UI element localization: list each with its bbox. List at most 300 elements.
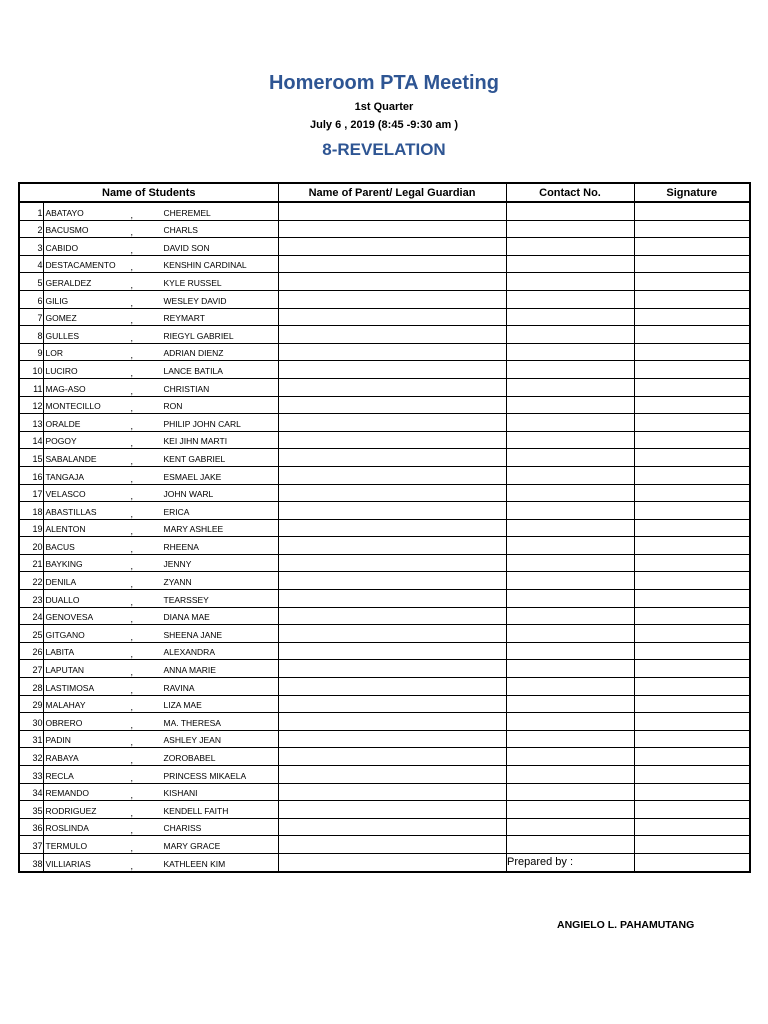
student-name-cell — [43, 853, 278, 871]
contact-no-cell[interactable] — [506, 414, 634, 432]
contact-no-cell[interactable] — [506, 519, 634, 537]
signature-cell[interactable] — [634, 326, 750, 344]
contact-no-cell[interactable] — [506, 818, 634, 836]
student-first-name: REYMART — [163, 313, 205, 324]
student-last-name: VILLIARIAS — [45, 858, 91, 869]
row-number: 13 — [19, 414, 43, 432]
name-separator: , — [130, 420, 134, 431]
name-separator: , — [130, 825, 134, 836]
table-row — [19, 343, 750, 361]
signature-cell[interactable] — [634, 801, 750, 819]
contact-no-cell[interactable] — [506, 642, 634, 660]
document-title: Homeroom PTA Meeting — [268, 72, 499, 94]
contact-no-cell[interactable] — [506, 431, 634, 449]
name-separator: , — [130, 790, 134, 801]
contact-no-cell[interactable] — [506, 273, 634, 291]
name-separator: , — [130, 508, 134, 519]
signature-cell[interactable] — [634, 625, 750, 643]
student-name-cell — [43, 642, 278, 660]
parent-name-cell[interactable] — [278, 642, 506, 660]
student-last-name: MAG-ASO — [45, 383, 86, 394]
signature-cell[interactable] — [634, 343, 750, 361]
parent-name-cell[interactable] — [278, 326, 506, 344]
student-first-name: ANNA MARIE — [163, 665, 216, 676]
row-number: 5 — [19, 273, 43, 291]
signature-cell[interactable] — [634, 361, 750, 379]
student-first-name: KENDELL FAITH — [163, 805, 229, 816]
contact-no-cell[interactable] — [506, 449, 634, 467]
signature-cell[interactable] — [634, 484, 750, 502]
contact-no-cell[interactable] — [506, 502, 634, 520]
name-separator: , — [130, 631, 134, 642]
student-last-name: ALENTON — [45, 524, 86, 535]
student-last-name: PADIN — [45, 735, 71, 746]
signature-cell[interactable] — [634, 695, 750, 713]
student-name-cell — [43, 361, 278, 379]
parent-name-cell[interactable] — [278, 678, 506, 696]
row-number: 11 — [19, 378, 43, 396]
student-name-cell — [43, 220, 278, 238]
student-name-cell — [43, 766, 278, 784]
name-separator: , — [130, 860, 134, 871]
header-student-name: Name of Students — [19, 183, 278, 202]
student-last-name: VELASCO — [45, 489, 86, 500]
signature-cell[interactable] — [634, 748, 750, 766]
student-last-name: ABATAYO — [45, 207, 84, 218]
table-row — [19, 519, 750, 537]
row-number: 2 — [19, 220, 43, 238]
student-name-cell — [43, 449, 278, 467]
signature-cell[interactable] — [634, 713, 750, 731]
row-number: 20 — [19, 537, 43, 555]
student-first-name: LANCE BATILA — [163, 365, 223, 376]
contact-no-cell[interactable] — [506, 202, 634, 220]
row-number: 29 — [19, 695, 43, 713]
row-number: 1 — [19, 202, 43, 220]
parent-name-cell[interactable] — [278, 836, 506, 854]
parent-name-cell[interactable] — [278, 607, 506, 625]
name-separator: , — [130, 315, 134, 326]
row-number: 16 — [19, 466, 43, 484]
section-name: 8-REVELATION — [322, 140, 446, 159]
contact-no-cell[interactable] — [506, 396, 634, 414]
table-row — [19, 572, 750, 590]
contact-no-cell[interactable] — [506, 660, 634, 678]
row-number: 14 — [19, 431, 43, 449]
table-row — [19, 766, 750, 784]
row-number: 34 — [19, 783, 43, 801]
student-last-name: DENILA — [45, 577, 77, 588]
contact-no-cell[interactable] — [506, 801, 634, 819]
student-first-name: ALEXANDRA — [163, 647, 215, 658]
signature-cell[interactable] — [634, 678, 750, 696]
table-row — [19, 202, 750, 220]
parent-name-cell[interactable] — [278, 519, 506, 537]
row-number: 19 — [19, 519, 43, 537]
student-first-name: DIANA MAE — [163, 612, 210, 623]
table-row — [19, 378, 750, 396]
signature-cell[interactable] — [634, 273, 750, 291]
parent-name-cell[interactable] — [278, 748, 506, 766]
parent-name-cell[interactable] — [278, 484, 506, 502]
signature-cell[interactable] — [634, 730, 750, 748]
student-name-cell — [43, 484, 278, 502]
signature-cell[interactable] — [634, 308, 750, 326]
name-separator: , — [130, 491, 134, 502]
student-last-name: DESTACAMENTO — [45, 260, 116, 271]
signature-cell[interactable] — [634, 220, 750, 238]
signature-cell[interactable] — [634, 378, 750, 396]
parent-name-cell[interactable] — [278, 801, 506, 819]
signature-cell[interactable] — [634, 590, 750, 608]
student-first-name: ASHLEY JEAN — [163, 735, 221, 746]
parent-name-cell[interactable] — [278, 431, 506, 449]
student-last-name: OBRERO — [45, 717, 83, 728]
student-last-name: GITGANO — [45, 629, 85, 640]
student-name-cell — [43, 431, 278, 449]
parent-name-cell[interactable] — [278, 449, 506, 467]
row-number: 25 — [19, 625, 43, 643]
row-number: 26 — [19, 642, 43, 660]
student-last-name: LAPUTAN — [45, 665, 85, 676]
contact-no-cell[interactable] — [506, 255, 634, 273]
parent-name-cell[interactable] — [278, 466, 506, 484]
table-row — [19, 836, 750, 854]
student-first-name: ZYANN — [163, 577, 192, 588]
name-separator: , — [130, 262, 134, 273]
signature-cell[interactable] — [634, 466, 750, 484]
student-first-name: RAVINA — [163, 682, 195, 693]
student-name-cell — [43, 502, 278, 520]
row-number: 38 — [19, 853, 43, 871]
student-last-name: MALAHAY — [45, 700, 86, 711]
student-first-name: MA. THERESA — [163, 717, 221, 728]
student-first-name: CHEREMEL — [163, 207, 211, 218]
table-row — [19, 396, 750, 414]
preparer-name: ANGIELO L. PAHAMUTANG — [557, 919, 695, 931]
parent-name-cell[interactable] — [278, 554, 506, 572]
name-separator: , — [130, 297, 134, 308]
row-number: 37 — [19, 836, 43, 854]
student-first-name: ZOROBABEL — [163, 753, 216, 763]
parent-name-cell[interactable] — [278, 625, 506, 643]
contact-no-cell[interactable] — [506, 308, 634, 326]
contact-no-cell[interactable] — [506, 783, 634, 801]
name-separator: , — [130, 596, 134, 607]
contact-no-cell[interactable] — [506, 484, 634, 502]
parent-name-cell[interactable] — [278, 361, 506, 379]
student-name-cell — [43, 695, 278, 713]
student-first-name: MARY ASHLEE — [163, 524, 224, 535]
table-row — [19, 607, 750, 625]
table-row — [19, 695, 750, 713]
parent-name-cell[interactable] — [278, 378, 506, 396]
contact-no-cell[interactable] — [506, 748, 634, 766]
student-name-cell — [43, 537, 278, 555]
table-row — [19, 660, 750, 678]
student-last-name: SABALANDE — [45, 453, 97, 464]
student-last-name: REMANDO — [45, 788, 89, 799]
name-separator: , — [130, 403, 134, 414]
signature-cell[interactable] — [634, 554, 750, 572]
parent-name-cell[interactable] — [278, 730, 506, 748]
student-first-name: WESLEY DAVID — [163, 295, 227, 306]
signature-cell[interactable] — [634, 202, 750, 220]
quarter-label: 1st Quarter — [354, 101, 414, 113]
signature-cell[interactable] — [634, 290, 750, 308]
contact-no-cell[interactable] — [506, 836, 634, 854]
student-first-name: TEARSSEY — [163, 594, 209, 605]
student-first-name: JENNY — [163, 559, 192, 570]
name-separator: , — [130, 807, 134, 818]
student-last-name: BAYKING — [45, 559, 83, 570]
parent-name-cell[interactable] — [278, 537, 506, 555]
student-last-name: LABITA — [45, 647, 75, 658]
student-first-name: CHRISTIAN — [163, 383, 210, 394]
meeting-date: July 6 , 2019 (8:45 -9:30 am ) — [310, 119, 458, 131]
student-first-name: SHEENA JANE — [163, 629, 223, 640]
student-first-name: KYLE RUSSEL — [163, 277, 222, 288]
table-row — [19, 255, 750, 273]
student-last-name: RODRIGUEZ — [45, 805, 97, 816]
table-row — [19, 713, 750, 731]
parent-name-cell[interactable] — [278, 853, 506, 871]
parent-name-cell[interactable] — [278, 713, 506, 731]
parent-name-cell[interactable] — [278, 695, 506, 713]
row-number: 10 — [19, 361, 43, 379]
row-number: 8 — [19, 326, 43, 344]
attendance-table — [18, 182, 751, 873]
student-last-name: BACUSMO — [45, 225, 89, 236]
contact-no-cell[interactable] — [506, 678, 634, 696]
contact-no-cell[interactable] — [506, 625, 634, 643]
student-last-name: GERALDEZ — [45, 277, 92, 288]
row-number: 22 — [19, 572, 43, 590]
row-number: 7 — [19, 308, 43, 326]
student-last-name: ABASTILLAS — [45, 506, 97, 517]
row-number: 17 — [19, 484, 43, 502]
row-number: 27 — [19, 660, 43, 678]
signature-cell[interactable] — [634, 818, 750, 836]
table-row — [19, 466, 750, 484]
contact-no-cell[interactable] — [506, 730, 634, 748]
student-last-name: MONTECILLO — [45, 401, 101, 412]
student-name-cell — [43, 466, 278, 484]
prepared-by-label: Prepared by : — [507, 856, 574, 868]
signature-cell[interactable] — [634, 660, 750, 678]
parent-name-cell[interactable] — [278, 238, 506, 256]
table-row — [19, 537, 750, 555]
contact-no-cell[interactable] — [506, 695, 634, 713]
row-number: 35 — [19, 801, 43, 819]
name-separator: , — [130, 279, 134, 290]
name-separator: , — [130, 350, 134, 361]
name-separator: , — [130, 526, 134, 537]
signature-cell[interactable] — [634, 519, 750, 537]
student-first-name: KATHLEEN KIM — [163, 858, 226, 869]
student-name-cell — [43, 396, 278, 414]
student-name-cell — [43, 730, 278, 748]
name-separator: , — [130, 737, 134, 748]
name-separator: , — [130, 332, 134, 343]
parent-name-cell[interactable] — [278, 502, 506, 520]
table-row — [19, 642, 750, 660]
signature-cell[interactable] — [634, 766, 750, 784]
student-last-name: LOR — [45, 348, 63, 359]
signature-cell[interactable] — [634, 414, 750, 432]
contact-no-cell[interactable] — [506, 466, 634, 484]
student-name-cell — [43, 519, 278, 537]
parent-name-cell[interactable] — [278, 590, 506, 608]
contact-no-cell[interactable] — [506, 290, 634, 308]
student-first-name: KENT GABRIEL — [163, 453, 226, 464]
student-last-name: GENOVESA — [45, 612, 94, 623]
signature-cell[interactable] — [634, 572, 750, 590]
parent-name-cell[interactable] — [278, 783, 506, 801]
table-row — [19, 290, 750, 308]
signature-cell[interactable] — [634, 396, 750, 414]
name-separator: , — [130, 702, 134, 713]
student-last-name: ORALDE — [45, 418, 81, 429]
name-separator: , — [130, 755, 134, 765]
student-name-cell — [43, 238, 278, 256]
table-row — [19, 326, 750, 344]
name-separator: , — [130, 561, 134, 572]
contact-no-cell[interactable] — [506, 590, 634, 608]
signature-cell[interactable] — [634, 607, 750, 625]
contact-no-cell[interactable] — [506, 766, 634, 784]
parent-name-cell[interactable] — [278, 414, 506, 432]
contact-no-cell[interactable] — [506, 378, 634, 396]
contact-no-cell[interactable] — [506, 238, 634, 256]
student-name-cell — [43, 255, 278, 273]
contact-no-cell[interactable] — [506, 361, 634, 379]
header-signature: Signature — [634, 183, 750, 202]
row-number: 31 — [19, 730, 43, 748]
signature-cell[interactable] — [634, 238, 750, 256]
row-number: 28 — [19, 678, 43, 696]
table-row — [19, 502, 750, 520]
student-last-name: RECLA — [45, 770, 74, 781]
signature-cell[interactable] — [634, 502, 750, 520]
row-number: 15 — [19, 449, 43, 467]
signature-cell[interactable] — [634, 449, 750, 467]
header-contact-no: Contact No. — [506, 183, 634, 202]
contact-no-cell[interactable] — [506, 326, 634, 344]
signature-cell[interactable] — [634, 537, 750, 555]
parent-name-cell[interactable] — [278, 202, 506, 220]
name-separator: , — [130, 227, 134, 238]
student-first-name: ERICA — [163, 506, 190, 517]
contact-no-cell[interactable] — [506, 220, 634, 238]
student-last-name: POGOY — [45, 436, 77, 447]
row-number: 4 — [19, 255, 43, 273]
signature-cell[interactable] — [634, 853, 750, 871]
table-row — [19, 449, 750, 467]
parent-name-cell[interactable] — [278, 818, 506, 836]
name-separator: , — [130, 209, 134, 220]
table-row — [19, 414, 750, 432]
parent-name-cell[interactable] — [278, 343, 506, 361]
table-row — [19, 220, 750, 238]
signature-cell[interactable] — [634, 642, 750, 660]
parent-name-cell[interactable] — [278, 572, 506, 590]
student-last-name: GULLES — [45, 330, 80, 341]
name-separator: , — [130, 842, 134, 853]
table-row — [19, 484, 750, 502]
student-name-cell — [43, 590, 278, 608]
student-first-name: CHARISS — [163, 823, 202, 834]
parent-name-cell[interactable] — [278, 290, 506, 308]
parent-name-cell[interactable] — [278, 396, 506, 414]
student-last-name: BACUS — [45, 541, 75, 552]
row-number: 9 — [19, 343, 43, 361]
row-number: 36 — [19, 818, 43, 836]
student-name-cell — [43, 308, 278, 326]
name-separator: , — [130, 473, 134, 484]
row-number: 24 — [19, 607, 43, 625]
parent-name-cell[interactable] — [278, 660, 506, 678]
name-separator: , — [130, 543, 134, 554]
parent-name-cell[interactable] — [278, 220, 506, 238]
student-name-cell — [43, 202, 278, 220]
student-first-name: CHARLS — [163, 225, 198, 236]
student-first-name: ADRIAN DIENZ — [163, 348, 224, 359]
parent-name-cell[interactable] — [278, 255, 506, 273]
student-first-name: LIZA MAE — [163, 700, 202, 711]
student-last-name: DUALLO — [45, 594, 80, 605]
name-separator: , — [130, 614, 134, 625]
table-row — [19, 361, 750, 379]
student-name-cell — [43, 554, 278, 572]
student-first-name: ESMAEL JAKE — [163, 471, 222, 482]
student-last-name: TANGAJA — [45, 471, 85, 482]
contact-no-cell[interactable] — [506, 572, 634, 590]
table-row — [19, 590, 750, 608]
parent-name-cell[interactable] — [278, 766, 506, 784]
student-last-name: RABAYA — [45, 753, 79, 763]
student-name-cell — [43, 801, 278, 819]
student-first-name: KISHANI — [163, 788, 198, 799]
student-last-name: GOMEZ — [45, 313, 77, 324]
contact-no-cell[interactable] — [506, 554, 634, 572]
table-row — [19, 678, 750, 696]
student-first-name: MARY GRACE — [163, 840, 221, 851]
row-number: 18 — [19, 502, 43, 520]
student-last-name: LASTIMOSA — [45, 682, 95, 693]
student-first-name: RIEGYL GABRIEL — [163, 330, 234, 341]
name-separator: , — [130, 455, 134, 466]
contact-no-cell[interactable] — [506, 713, 634, 731]
name-separator: , — [130, 244, 134, 255]
student-name-cell — [43, 326, 278, 344]
contact-no-cell[interactable] — [506, 537, 634, 555]
table-body — [19, 202, 750, 872]
signature-cell[interactable] — [634, 431, 750, 449]
table-row — [19, 801, 750, 819]
student-last-name: LUCIRO — [45, 365, 78, 376]
contact-no-cell[interactable] — [506, 607, 634, 625]
contact-no-cell[interactable] — [506, 343, 634, 361]
parent-name-cell[interactable] — [278, 273, 506, 291]
student-name-cell — [43, 625, 278, 643]
student-name-cell — [43, 660, 278, 678]
student-name-cell — [43, 290, 278, 308]
signature-cell[interactable] — [634, 836, 750, 854]
parent-name-cell[interactable] — [278, 308, 506, 326]
signature-cell[interactable] — [634, 783, 750, 801]
signature-cell[interactable] — [634, 255, 750, 273]
